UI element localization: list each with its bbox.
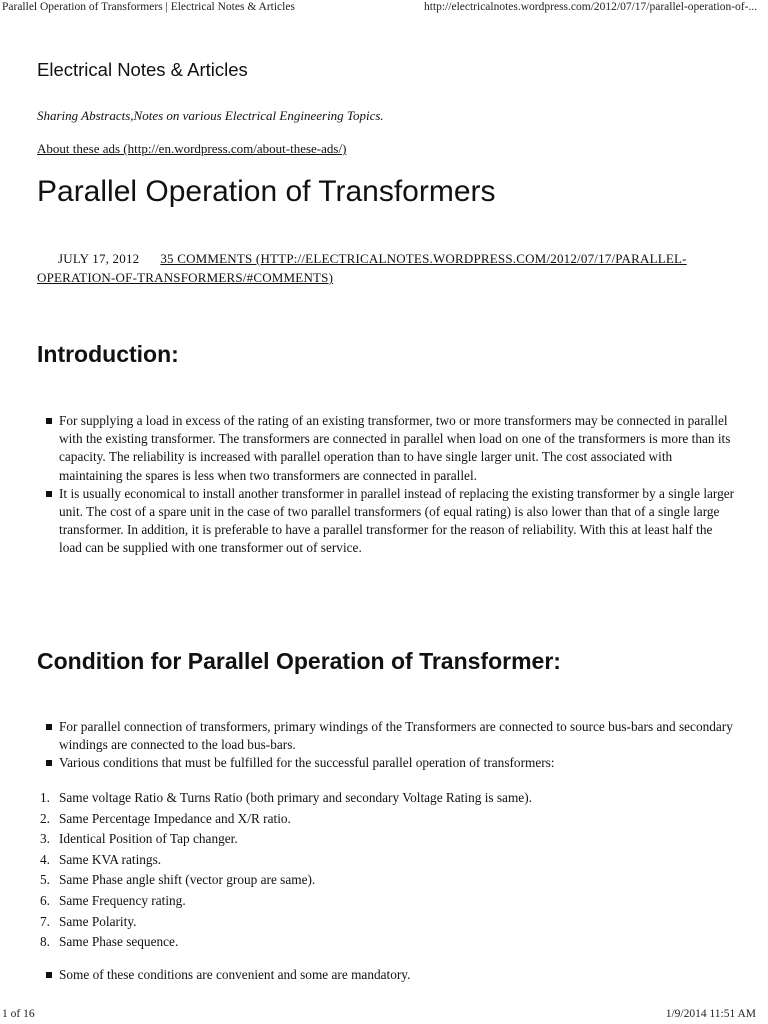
item-number: 5. (40, 872, 50, 888)
page-number: 1 of 16 (2, 1008, 35, 1020)
introduction-heading: Introduction: (37, 341, 179, 367)
introduction-list (37, 412, 737, 558)
item-number: 7. (40, 913, 50, 929)
item-number: 1. (40, 790, 50, 805)
numbered-item (37, 933, 737, 954)
print-timestamp: 1/9/2014 11:51 AM (665, 1008, 756, 1020)
numbered-item (37, 810, 737, 831)
list-item-text: For supplying a load in excess of the rating of an existing transformer, two or more transformers may be connected in parallel with the existing transformer. The transformers are connected in parallel when load on one of the transformers is more than its capacity. The reliability is increased with parallel operation than to have single larger unit. The cost associated with maintaining the spares is less when two transformers are connected in parallel. (59, 413, 731, 483)
item-number: 2. (40, 810, 50, 826)
list-item (37, 718, 737, 754)
list-item (37, 754, 737, 772)
comments-link[interactable]: 35 COMMENTS (HTTP://ELECTRICALNOTES.WORDPRESS.COM/2012/07/17/PARALLEL-OPERATION-OF-TRANSFORMERS/#COMMENTS) (37, 251, 687, 285)
about-ads-link[interactable]: About these ads (http://en.wordpress.com/about-these-ads/) (37, 141, 347, 156)
numbered-item (37, 913, 737, 934)
item-text: Same Polarity. (59, 913, 137, 929)
item-number: 6. (40, 892, 50, 908)
print-header (0, 0, 768, 20)
post-meta (37, 249, 737, 287)
item-text: Same Phase sequence. (59, 934, 179, 950)
list-item-text: Some of these conditions are convenient and some are mandatory. (59, 967, 411, 982)
list-item (37, 966, 737, 984)
item-text: Same Percentage Impedance and X/R ratio. (59, 810, 291, 826)
conditions-numbered-list (37, 789, 737, 954)
numbered-item (37, 892, 737, 913)
list-item-text: For parallel connection of transformers, primary windings of the Transformers are connected to source bus-bars and secondary windings are connected to the load bus-bars. (59, 719, 733, 753)
print-header-page-title: Parallel Operation of Transformers | Electrical Notes & Articles (2, 1, 295, 13)
bullet-icon (46, 724, 52, 730)
list-item-text: Various conditions that must be fulfilled for the successful parallel operation of transformers: (59, 755, 555, 771)
bullet-icon (46, 418, 52, 424)
item-number: 4. (40, 851, 50, 867)
list-item (37, 412, 737, 485)
site-title[interactable]: Electrical Notes & Articles (37, 59, 248, 80)
conditions-note-list (37, 966, 737, 984)
print-header-url: http://electricalnotes.wordpress.com/2012/07/17/parallel-operation-of-... (424, 1, 758, 13)
item-text: Same voltage Ratio & Turns Ratio (both primary and secondary Voltage Rating is same). (59, 790, 532, 805)
bullet-icon (46, 760, 52, 766)
item-number: 8. (40, 934, 50, 950)
numbered-item (37, 871, 737, 892)
item-text: Same Frequency rating. (59, 892, 186, 908)
numbered-item (37, 830, 737, 851)
item-text: Identical Position of Tap changer. (59, 831, 238, 847)
bullet-icon (46, 491, 52, 497)
numbered-item (37, 851, 737, 872)
list-item (37, 485, 737, 558)
site-tagline: Sharing Abstracts,Notes on various Electrical Engineering Topics. (37, 108, 384, 123)
list-item-text: It is usually economical to install another transformer in parallel instead of replacing the existing transformer by a single larger unit. The cost of a spare unit in the case of two parallel transformers (of equal rating) is also lower than that of a single large transformer. In addition, it is preferable to have a parallel transformer for the reason of reliability. With this at least half the load can be supplied with one transformer out of service. (59, 485, 735, 556)
print-footer (0, 1006, 768, 1024)
conditions-heading: Condition for Parallel Operation of Transformer: (37, 648, 561, 674)
item-number: 3. (40, 831, 50, 847)
post-date: JULY 17, 2012 (58, 251, 140, 266)
numbered-item (37, 789, 737, 810)
item-text: Same KVA ratings. (59, 851, 162, 867)
item-text: Same Phase angle shift (vector group are same). (59, 872, 316, 888)
conditions-list (37, 718, 737, 773)
bullet-icon (46, 972, 52, 978)
post-title: Parallel Operation of Transformers (37, 175, 496, 208)
